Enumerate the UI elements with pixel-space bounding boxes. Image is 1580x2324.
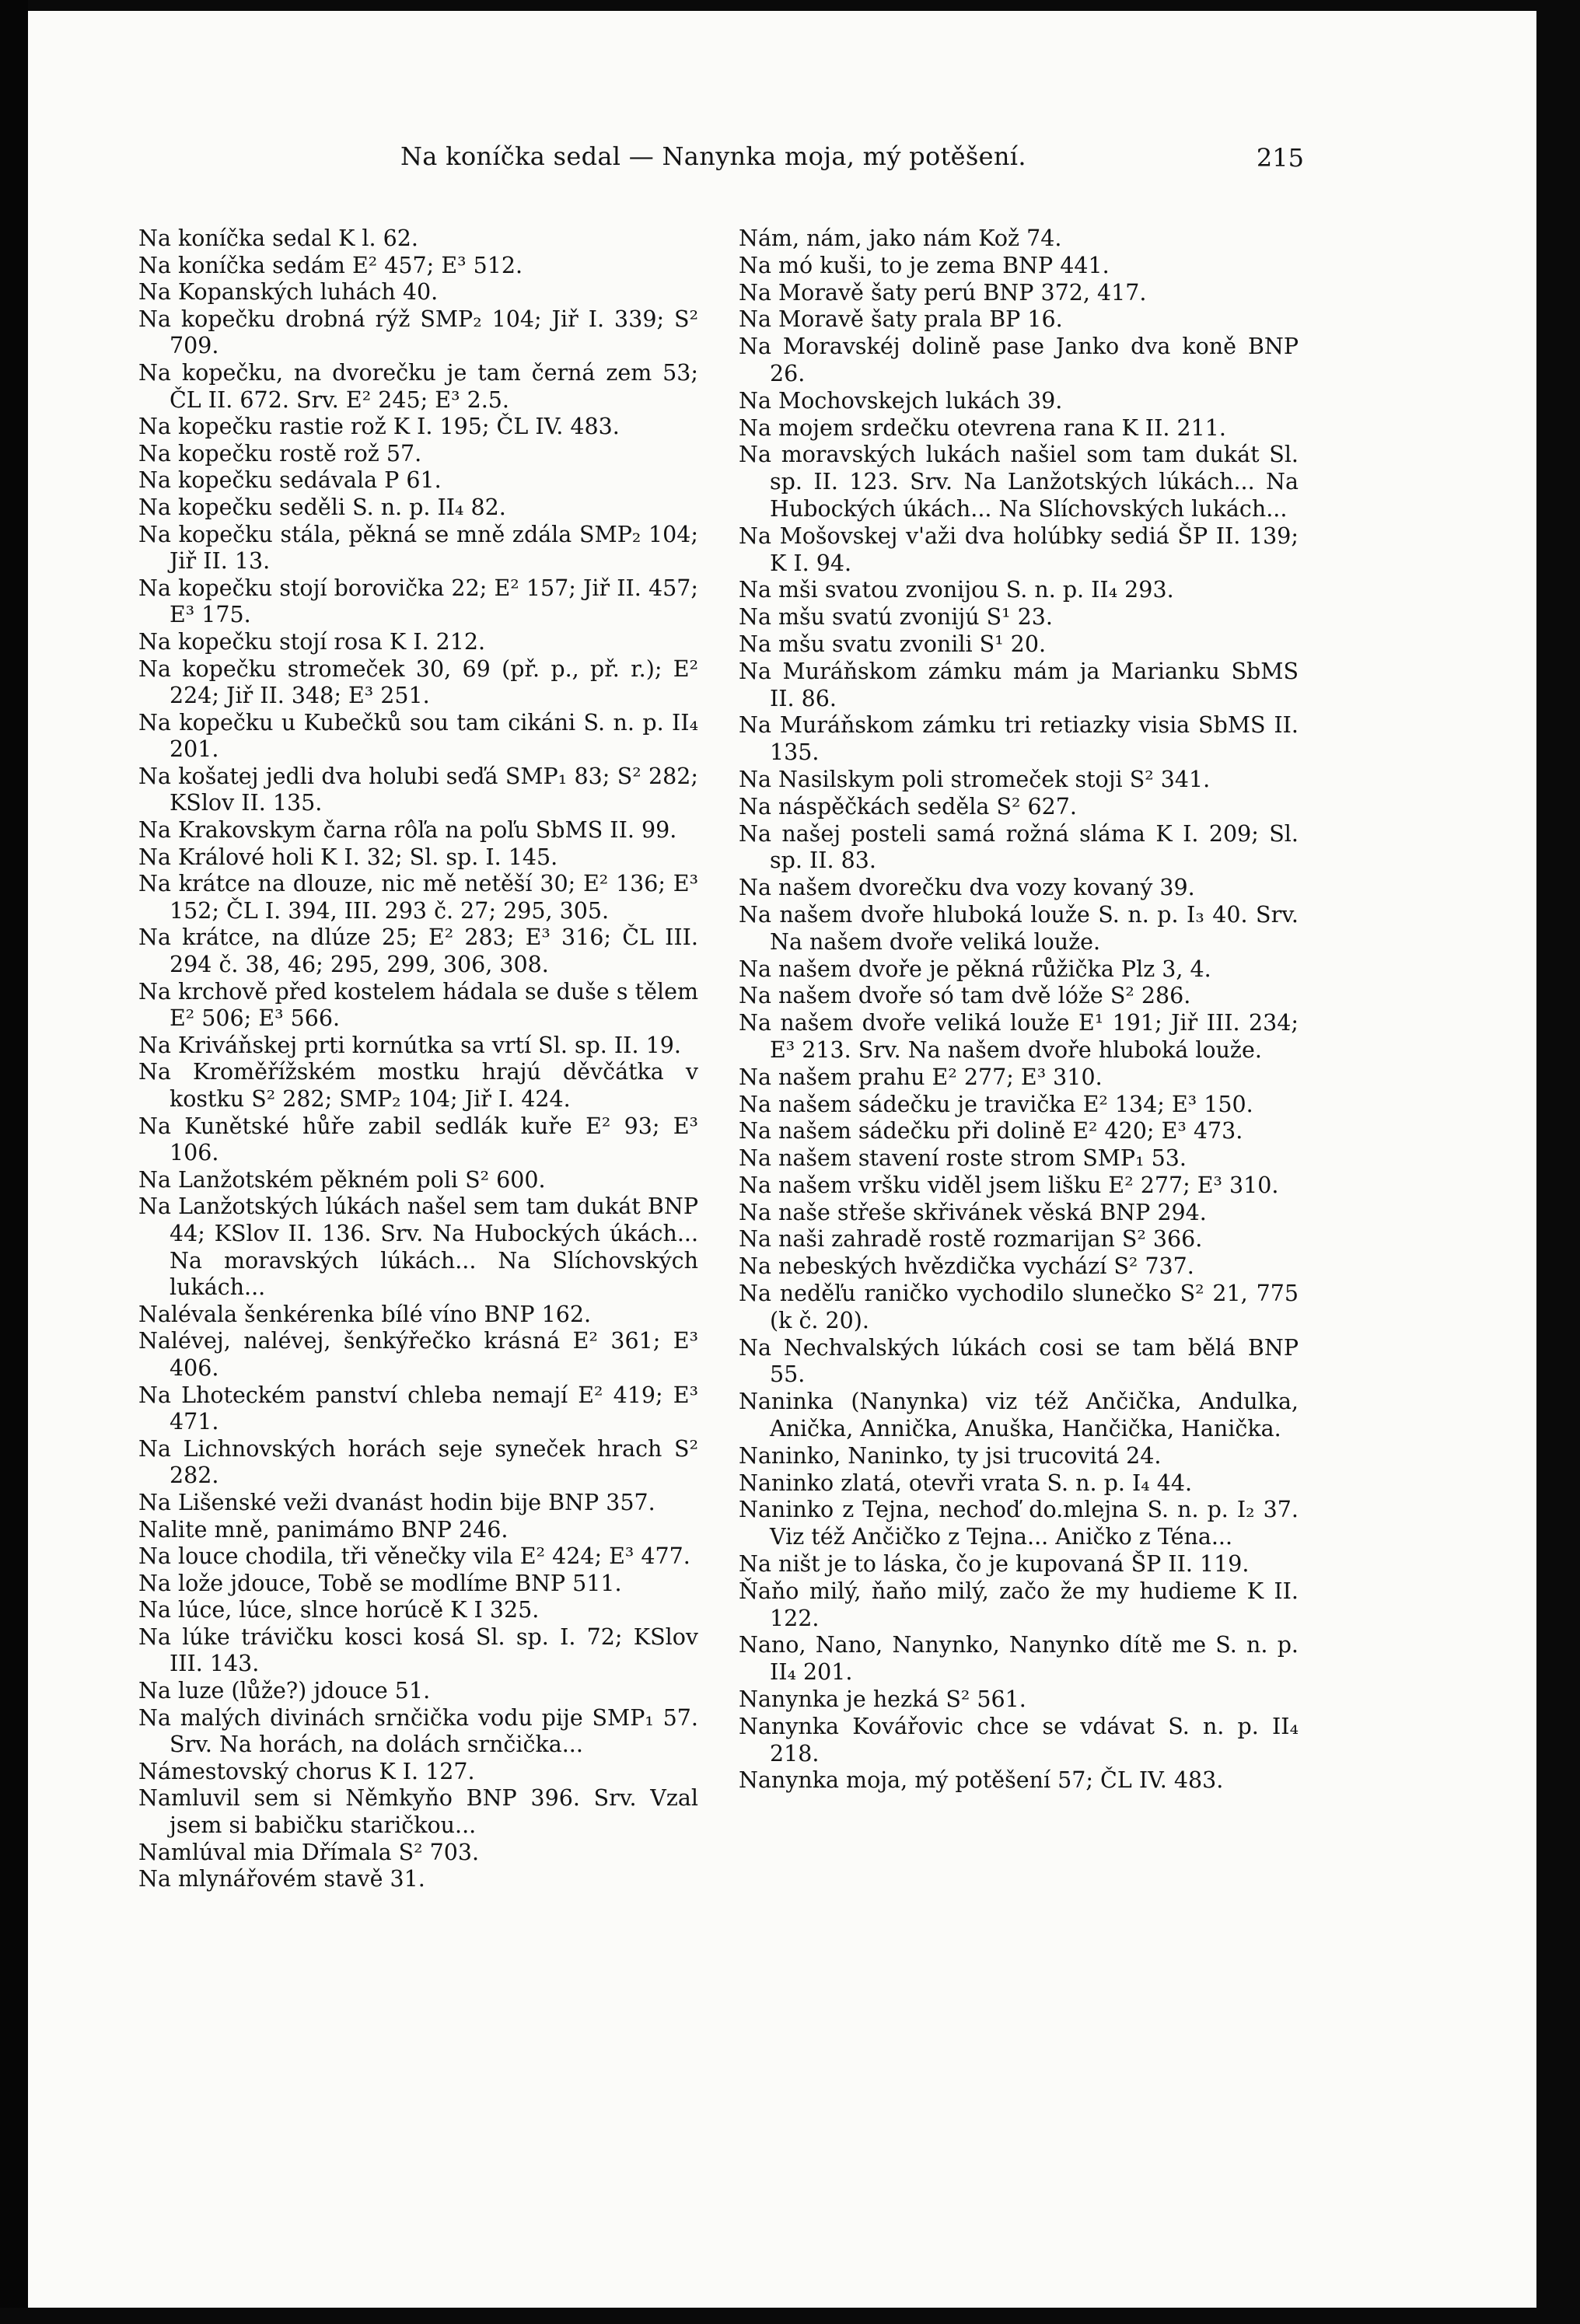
index-entry: Na Muráňskom zámku mám ja Marianku SbMS II. 86.: [739, 658, 1299, 711]
index-entry: Na naše střeše skřivánek věská BNP 294.: [739, 1199, 1207, 1225]
scan-border-bottom: [0, 2308, 1580, 2324]
running-head-title: Na koníčka sedal — Nanynka moja, mý potěšení.: [400, 142, 1026, 171]
index-entry: Na kopečku rastie rož K I. 195; ČL IV. 483.: [138, 414, 620, 440]
index-entry: Na lúce, lúce, slnce horúcě K I 325.: [138, 1597, 540, 1623]
index-entry: Na kopečku seděli S. n. p. II₄ 82.: [138, 494, 506, 520]
index-entry: Na mšu svatú zvonijú S¹ 23.: [739, 604, 1053, 631]
index-entry: Nalite mně, panimámo BNP 246.: [138, 1516, 509, 1543]
index-entry: Na krátce, na dlúze 25; E² 283; E³ 316; ČL III. 294 č. 38, 46; 295, 299, 306, 308.: [138, 924, 698, 978]
index-entry: Nanynka je hezká S² 561.: [739, 1686, 1026, 1713]
index-entry: Namluvil sem si Němkyňo BNP 396. Srv. Vzal jsem si babičku staričkou...: [138, 1785, 698, 1839]
index-entry: Na náspěčkách seděla S² 627.: [739, 793, 1077, 820]
index-entry: Na mó kuši, to je zema BNP 441.: [739, 252, 1110, 278]
index-entry: Na koníčka sedal K l. 62.: [138, 225, 418, 251]
index-entry: Na Moravskéj dolině pase Janko dva koně BNP 26.: [739, 334, 1299, 386]
index-entry: Na Lanžotském pěkném poli S² 600.: [138, 1166, 546, 1193]
index-entry: Na kopečku stojí rosa K I. 212.: [138, 628, 486, 655]
index-entry: Na louce chodila, tři věnečky vila E² 424; E³ 477.: [138, 1543, 690, 1570]
index-entry: Námestovský chorus K I. 127.: [138, 1758, 475, 1784]
index-entry: Na Krakovskym čarna rôľa na poľu SbMS II. 99.: [138, 817, 677, 844]
scan-border-left: [0, 0, 28, 2324]
index-entry: Na kopečku rostě rož 57.: [138, 440, 422, 467]
index-entry: Na našem sádečku při dolině E² 420; E³ 473.: [739, 1118, 1243, 1145]
index-entry: Na našem sádečku je travička E² 134; E³ 150.: [739, 1091, 1253, 1117]
index-entry: Na Moravě šaty prala BP 16.: [739, 306, 1063, 333]
index-entry: Na našem dvoře hluboká louže S. n. p. I₃ 40. Srv. Na našem dvoře veliká louže.: [739, 901, 1299, 955]
index-entry: Na Králové holi K I. 32; Sl. sp. I. 145.: [138, 844, 558, 870]
index-entry: Na mšu svatu zvonili S¹ 20.: [739, 631, 1047, 657]
index-entry: Na lúke trávičku kosci kosá Sl. sp. I. 72; KSlov III. 143.: [138, 1623, 698, 1677]
index-entry: Na kopečku u Kubečků sou tam cikáni S. n. p. II₄ 201.: [138, 709, 698, 763]
index-entry: Na Muráňskom zámku tri retiazky visia SbMS II. 135.: [739, 712, 1299, 766]
scan-border-top: [0, 0, 1580, 11]
index-entry: Na Mochovskejch lukách 39.: [739, 387, 1063, 414]
index-entry: Na Nechvalských lúkách cosi se tam bělá BNP 55.: [739, 1334, 1299, 1388]
index-entry: Na našem dvorečku dva vozy kovaný 39.: [739, 875, 1195, 901]
index-entry: Na mojem srdečku otevrena rana K II. 211.: [739, 414, 1226, 441]
index-entry: Na našem stavení roste strom SMP₁ 53.: [739, 1145, 1187, 1172]
index-column-right: [739, 225, 1299, 1795]
index-entry: Na kopečku, na dvorečku je tam černá zem 53; ČL II. 672. Srv. E² 245; E³ 2.5.: [138, 359, 698, 413]
index-entry: Na kopečku sedávala P 61.: [138, 467, 442, 494]
scan-border-right: [1536, 0, 1580, 2324]
index-entry: Na Lichnovských horách seje syneček hrach S² 282.: [138, 1435, 698, 1489]
index-entry: Na našem vršku viděl jsem lišku E² 277; E³ 310.: [739, 1172, 1279, 1198]
index-entry: Na krchově před kostelem hádala se duše s tělem E² 506; E³ 566.: [138, 978, 698, 1032]
index-entry: Na ništ je to láska, čo je kupovaná ŠP II. 119.: [739, 1551, 1250, 1578]
index-entry: Na mlynářovém stavě 31.: [138, 1866, 425, 1892]
index-entry: Na moravských lukách našiel som tam dukát Sl. sp. II. 123. Srv. Na Lanžotských lúkách... Na Hubockých úkách... Na Slíchovských lukách...: [739, 442, 1299, 522]
index-column-left: [138, 225, 698, 1893]
index-entry: Na luze (lůže?) jdouce 51.: [138, 1678, 431, 1704]
index-entry: Na naši zahradě rostě rozmarijan S² 366.: [739, 1226, 1203, 1253]
index-entry: Namlúval mia Dřímala S² 703.: [138, 1839, 480, 1865]
index-entry: Naninko zlatá, otevři vrata S. n. p. I₄ 44.: [739, 1470, 1193, 1496]
index-entry: Na Kopanských luhách 40.: [138, 279, 439, 306]
index-entry: Nalévala šenkérenka bílé víno BNP 162.: [138, 1301, 592, 1327]
index-entry: Na našem prahu E² 277; E³ 310.: [739, 1064, 1103, 1090]
index-entry: Naninko z Tejna, nechoď do.mlejna S. n. p. I₂ 37. Viz též Ančičko z Tejna... Aničko z Téna...: [739, 1497, 1299, 1550]
index-entry: Naninka (Nanynka) viz též Ančička, Andulka, Anička, Annička, Anuška, Hančička, Hanička.: [739, 1389, 1299, 1442]
index-entry: Na kopečku stála, pěkná se mně zdála SMP₂ 104; Jiř II. 13.: [138, 521, 698, 575]
index-entry: Na lože jdouce, Tobě se modlíme BNP 511.: [138, 1570, 622, 1596]
index-entry: Na našem dvoře je pěkná růžička Plz 3, 4.: [739, 956, 1211, 982]
index-entry: Na koníčka sedám E² 457; E³ 512.: [138, 252, 523, 278]
index-entry: Na krátce na dlouze, nic mě netěší 30; E² 136; E³ 152; ČL I. 394, III. 293 č. 27; 295, 305.: [138, 871, 698, 924]
index-entry: Na Kunětské hůře zabil sedlák kuře E² 93; E³ 106.: [138, 1113, 698, 1166]
index-entry: Nám, nám, jako nám Kož 74.: [739, 225, 1062, 251]
index-entry: Na malých divinách srnčička vodu pije SMP₁ 57. Srv. Na horách, na dolách srnčička...: [138, 1704, 698, 1758]
index-entry: Na Kroměřížském mostku hrajú děvčátka v kostku S² 282; SMP₂ 104; Jiř I. 424.: [138, 1059, 698, 1112]
index-entry: Na Lišenské veži dvanást hodin bije BNP 357.: [138, 1489, 655, 1515]
index-entry: Na nebeských hvězdička vychází S² 737.: [739, 1253, 1194, 1280]
index-entry: Na Kriváňskej prti kornútka sa vrtí Sl. sp. II. 19.: [138, 1032, 681, 1058]
index-entry: Na Lhoteckém panství chleba nemají E² 419; E³ 471.: [138, 1382, 698, 1435]
page-number: 215: [1256, 143, 1304, 173]
index-entry: Na mši svatou zvonijou S. n. p. II₄ 293.: [739, 577, 1174, 603]
index-entry: Nanynka moja, mý potěšení 57; ČL IV. 483.: [739, 1767, 1224, 1794]
index-entry: Ňaňo milý, ňaňo milý, začo že my hudieme K II. 122.: [739, 1578, 1299, 1631]
index-entry: Na Moravě šaty perú BNP 372, 417.: [739, 279, 1147, 306]
index-entry: Nano, Nano, Nanynko, Nanynko dítě me S. n. p. II₄ 201.: [739, 1632, 1299, 1686]
index-entry: Naninko, Naninko, ty jsi trucovitá 24.: [739, 1442, 1162, 1469]
index-entry: Na kopečku stojí borovička 22; E² 157; Jiř II. 457; E³ 175.: [138, 575, 698, 628]
index-entry: Na Lanžotských lúkách našel sem tam dukát BNP 44; KSlov II. 136. Srv. Na Hubockých úkách... Na moravských lúkách... Na Slíchovských lukách...: [138, 1193, 698, 1301]
index-entry: Na našem dvoře veliká louže E¹ 191; Jiř III. 234; E³ 213. Srv. Na našem dvoře hluboká louže.: [739, 1010, 1299, 1063]
index-entry: Nalévej, nalévej, šenkýřečko krásná E² 361; E³ 406.: [138, 1328, 698, 1381]
index-entry: Na kopečku drobná rýž SMP₂ 104; Jiř I. 339; S² 709.: [138, 306, 698, 359]
index-entry: Na kopečku stromeček 30, 69 (př. p., př. r.); E² 224; Jiř II. 348; E³ 251.: [138, 655, 698, 709]
index-entry: Na Mošovskej v'aži dva holúbky sediá ŠP II. 139; K I. 94.: [739, 522, 1299, 576]
index-entry: Nanynka Kovářovic chce se vdávat S. n. p. II₄ 218.: [739, 1713, 1299, 1767]
index-entry: Na Nasilskym poli stromeček stoji S² 341.: [739, 766, 1211, 792]
index-entry: Na našej posteli samá rožná sláma K I. 209; Sl. sp. II. 83.: [739, 820, 1299, 874]
index-entry: Na našem dvoře só tam dvě lóže S² 286.: [739, 983, 1191, 1009]
index-entry: Na neděľu raničko vychodilo slunečko S² 21, 775 (k č. 20).: [739, 1281, 1299, 1333]
index-entry: Na košatej jedli dva holubi seďá SMP₁ 83; S² 282; KSlov II. 135.: [138, 763, 698, 816]
